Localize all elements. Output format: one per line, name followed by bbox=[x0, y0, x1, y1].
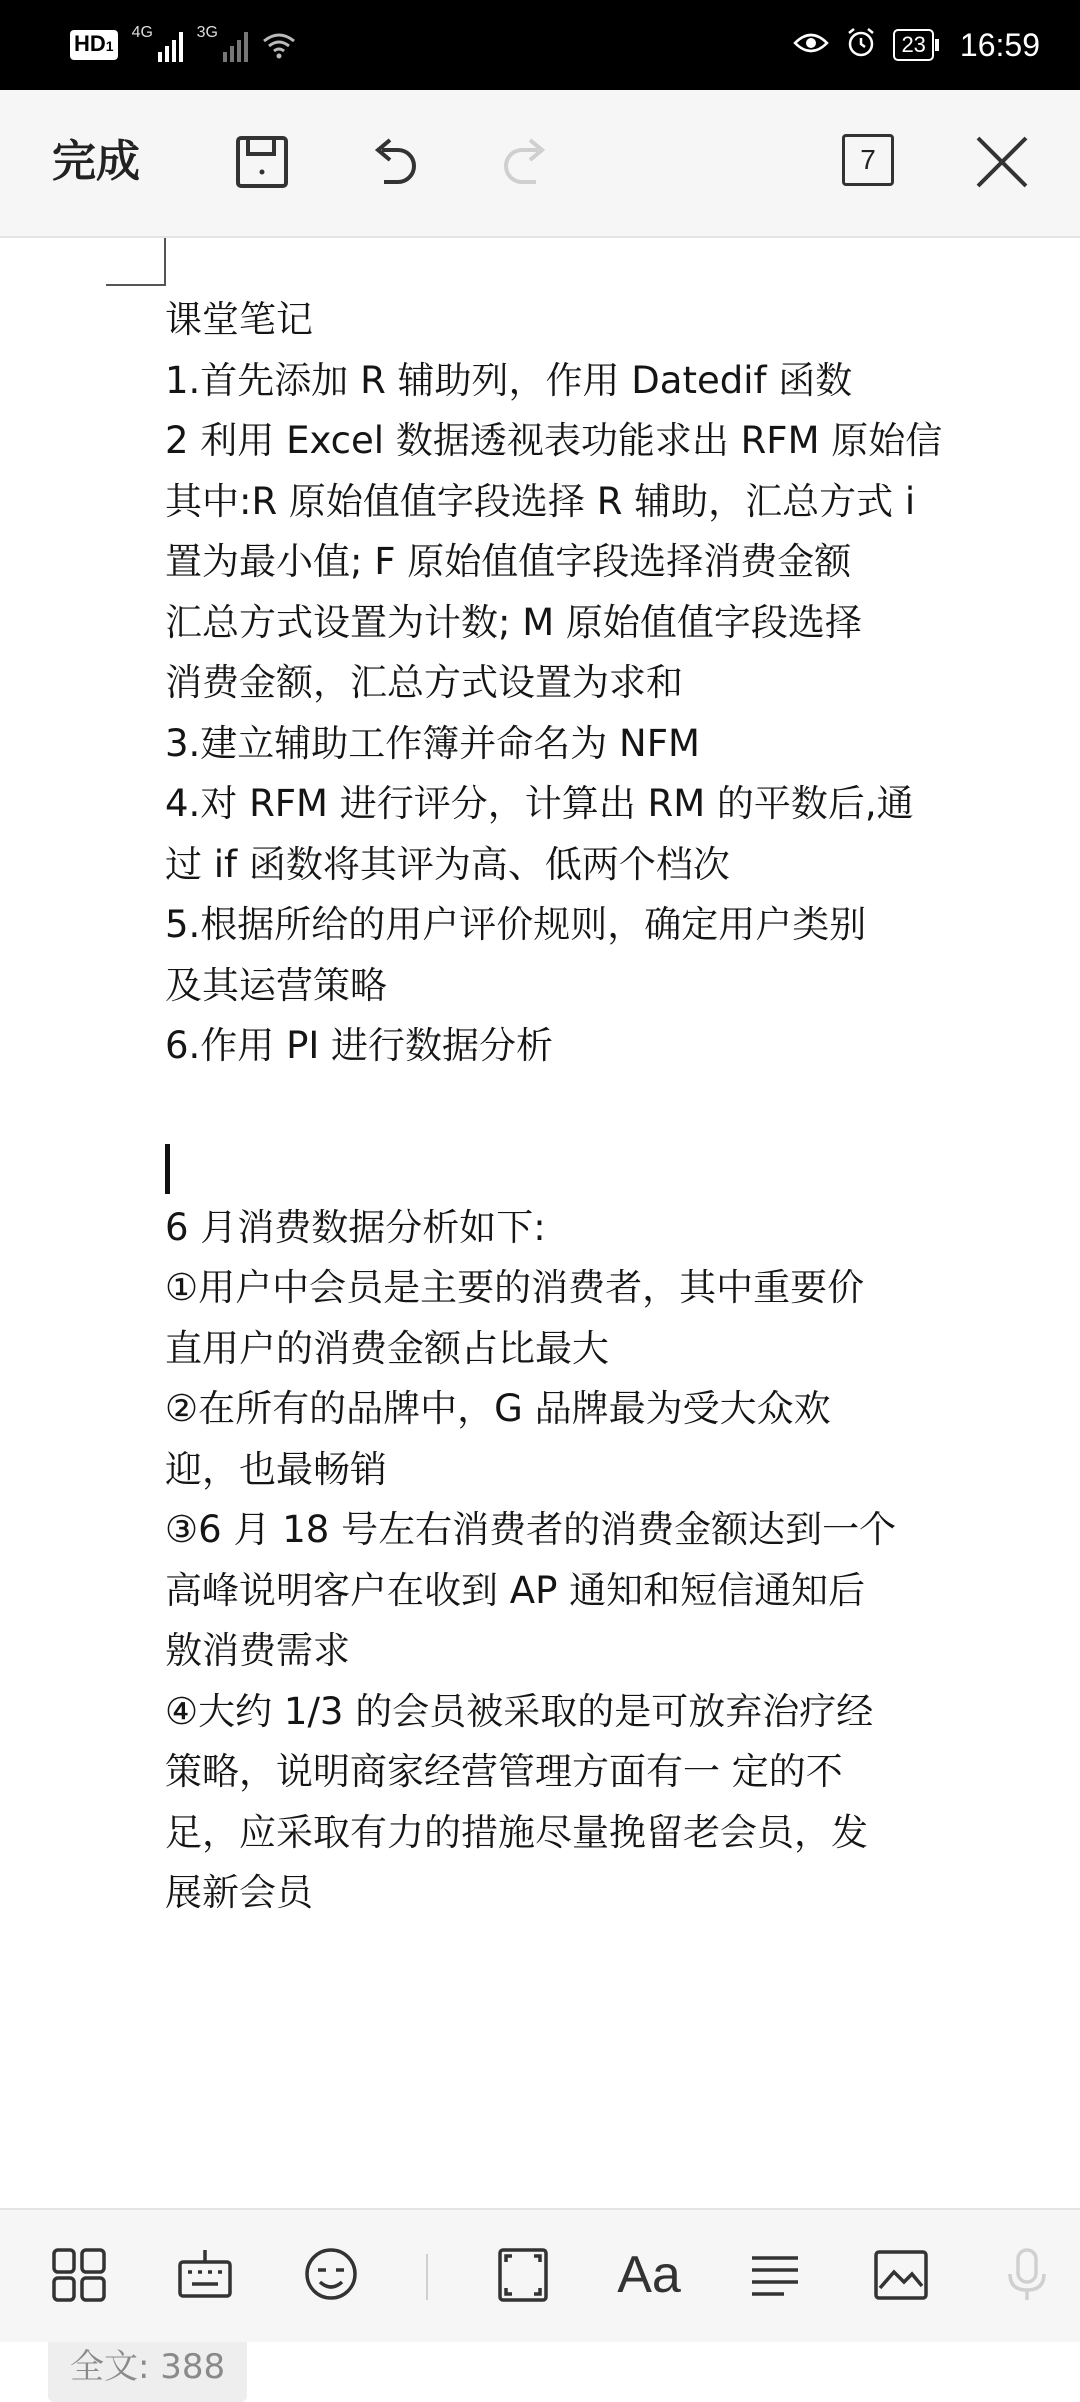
document-line[interactable] bbox=[165, 1077, 1045, 1138]
signal-3g-icon: 3G bbox=[197, 28, 248, 62]
document-line[interactable]: 6.作用 PI 进行数据分析 bbox=[165, 1024, 554, 1067]
document-line[interactable]: 直用户的消费金额占比最大 bbox=[165, 1326, 609, 1370]
document-line[interactable]: 课堂笔记 bbox=[165, 298, 313, 341]
status-left bbox=[70, 0, 296, 90]
document-line[interactable]: 3.建立辅助工作簿并命名为 NFM bbox=[165, 721, 700, 765]
keyboard-icon[interactable] bbox=[170, 2240, 240, 2310]
document-line[interactable]: 足，应采取有力的措施尽量挽留老会员，发 bbox=[165, 1810, 868, 1854]
document-line[interactable]: 5.根据所给的用户评价规则，确定用户类别 bbox=[165, 903, 867, 946]
eye-icon bbox=[793, 30, 829, 60]
document-line[interactable]: 展新会员 bbox=[165, 1871, 313, 1914]
document-line[interactable]: 6 月消费数据分析如下: bbox=[165, 1205, 546, 1249]
document-line[interactable]: ③6 月 18 号左右消费者的消费金额达到一个 bbox=[165, 1508, 897, 1551]
bottom-toolbar bbox=[0, 2208, 1080, 2342]
toolbar-divider bbox=[426, 2254, 428, 2300]
document-line[interactable]: 迎，也最畅销 bbox=[165, 1447, 387, 1491]
done-button[interactable]: 完成 bbox=[52, 132, 140, 192]
document-body[interactable] bbox=[165, 290, 1045, 1924]
battery-icon: 23 bbox=[893, 29, 933, 61]
text-cursor bbox=[165, 1144, 170, 1194]
document-line[interactable]: ②在所有的品牌中，G 品牌最为受大众欢 bbox=[165, 1387, 831, 1430]
signal-4g-icon: 4G bbox=[132, 28, 183, 62]
document-line[interactable]: 其中:R 原始值值字段选择 R 辅助，汇总方式 i bbox=[165, 479, 916, 523]
document-line[interactable]: ④大约 1/3 的会员被采取的是可放弃治疗经 bbox=[165, 1689, 874, 1733]
redo-icon[interactable] bbox=[490, 126, 562, 198]
document-line[interactable]: 过 if 函数将其评为高、低两个档次 bbox=[165, 842, 730, 886]
page-corner-mark bbox=[106, 238, 166, 286]
fullscreen-icon[interactable] bbox=[488, 2240, 558, 2310]
clock: 16:59 bbox=[959, 26, 1040, 63]
align-icon[interactable] bbox=[740, 2240, 810, 2310]
layout-icon[interactable] bbox=[44, 2240, 114, 2310]
emoji-icon[interactable] bbox=[296, 2240, 366, 2310]
wifi-icon bbox=[262, 31, 296, 59]
word-count-badge: 全文: 388 bbox=[48, 2332, 247, 2402]
alarm-icon bbox=[845, 27, 877, 63]
document-line[interactable]: 置为最小值; F 原始值值字段选择消费金额 bbox=[165, 540, 852, 583]
document-line[interactable]: 4.对 RFM 进行评分，计算出 RM 的平数后,通 bbox=[165, 782, 914, 825]
document-line[interactable]: 1.首先添加 R 辅助列，作用 Datedif 函数 bbox=[165, 358, 853, 402]
status-right bbox=[793, 0, 1040, 90]
document-line[interactable]: 2 利用 Excel 数据透视表功能求出 RFM 原始信 bbox=[165, 419, 943, 462]
status-bar bbox=[0, 0, 1080, 90]
microphone-icon[interactable] bbox=[992, 2240, 1062, 2310]
font-size-icon[interactable]: Aa bbox=[617, 2246, 681, 2304]
document-line[interactable]: ①用户中会员是主要的消费者，其中重要价 bbox=[165, 1266, 865, 1309]
document-line[interactable]: 高峰说明客户在收到 AP 通知和短信通知后 bbox=[165, 1568, 866, 1612]
undo-icon[interactable] bbox=[358, 126, 430, 198]
save-icon[interactable] bbox=[226, 126, 298, 198]
document-line[interactable] bbox=[165, 1137, 1045, 1198]
editor-toolbar bbox=[0, 90, 1080, 238]
hd-badge: HD1 bbox=[70, 30, 118, 60]
document-line[interactable]: 策略，说明商家经营管理方面有一 定的不 bbox=[165, 1750, 843, 1793]
document-line[interactable]: 敫消费需求 bbox=[165, 1629, 350, 1672]
close-icon[interactable] bbox=[966, 126, 1038, 198]
document-line[interactable]: 消费金额，汇总方式设置为求和 bbox=[165, 661, 683, 704]
image-icon[interactable] bbox=[866, 2240, 936, 2310]
document-line[interactable]: 汇总方式设置为计数; M 原始值值字段选择 bbox=[165, 600, 862, 644]
page-count-button[interactable]: 7 bbox=[842, 134, 894, 186]
document-line[interactable]: 及其运营策略 bbox=[165, 963, 387, 1007]
